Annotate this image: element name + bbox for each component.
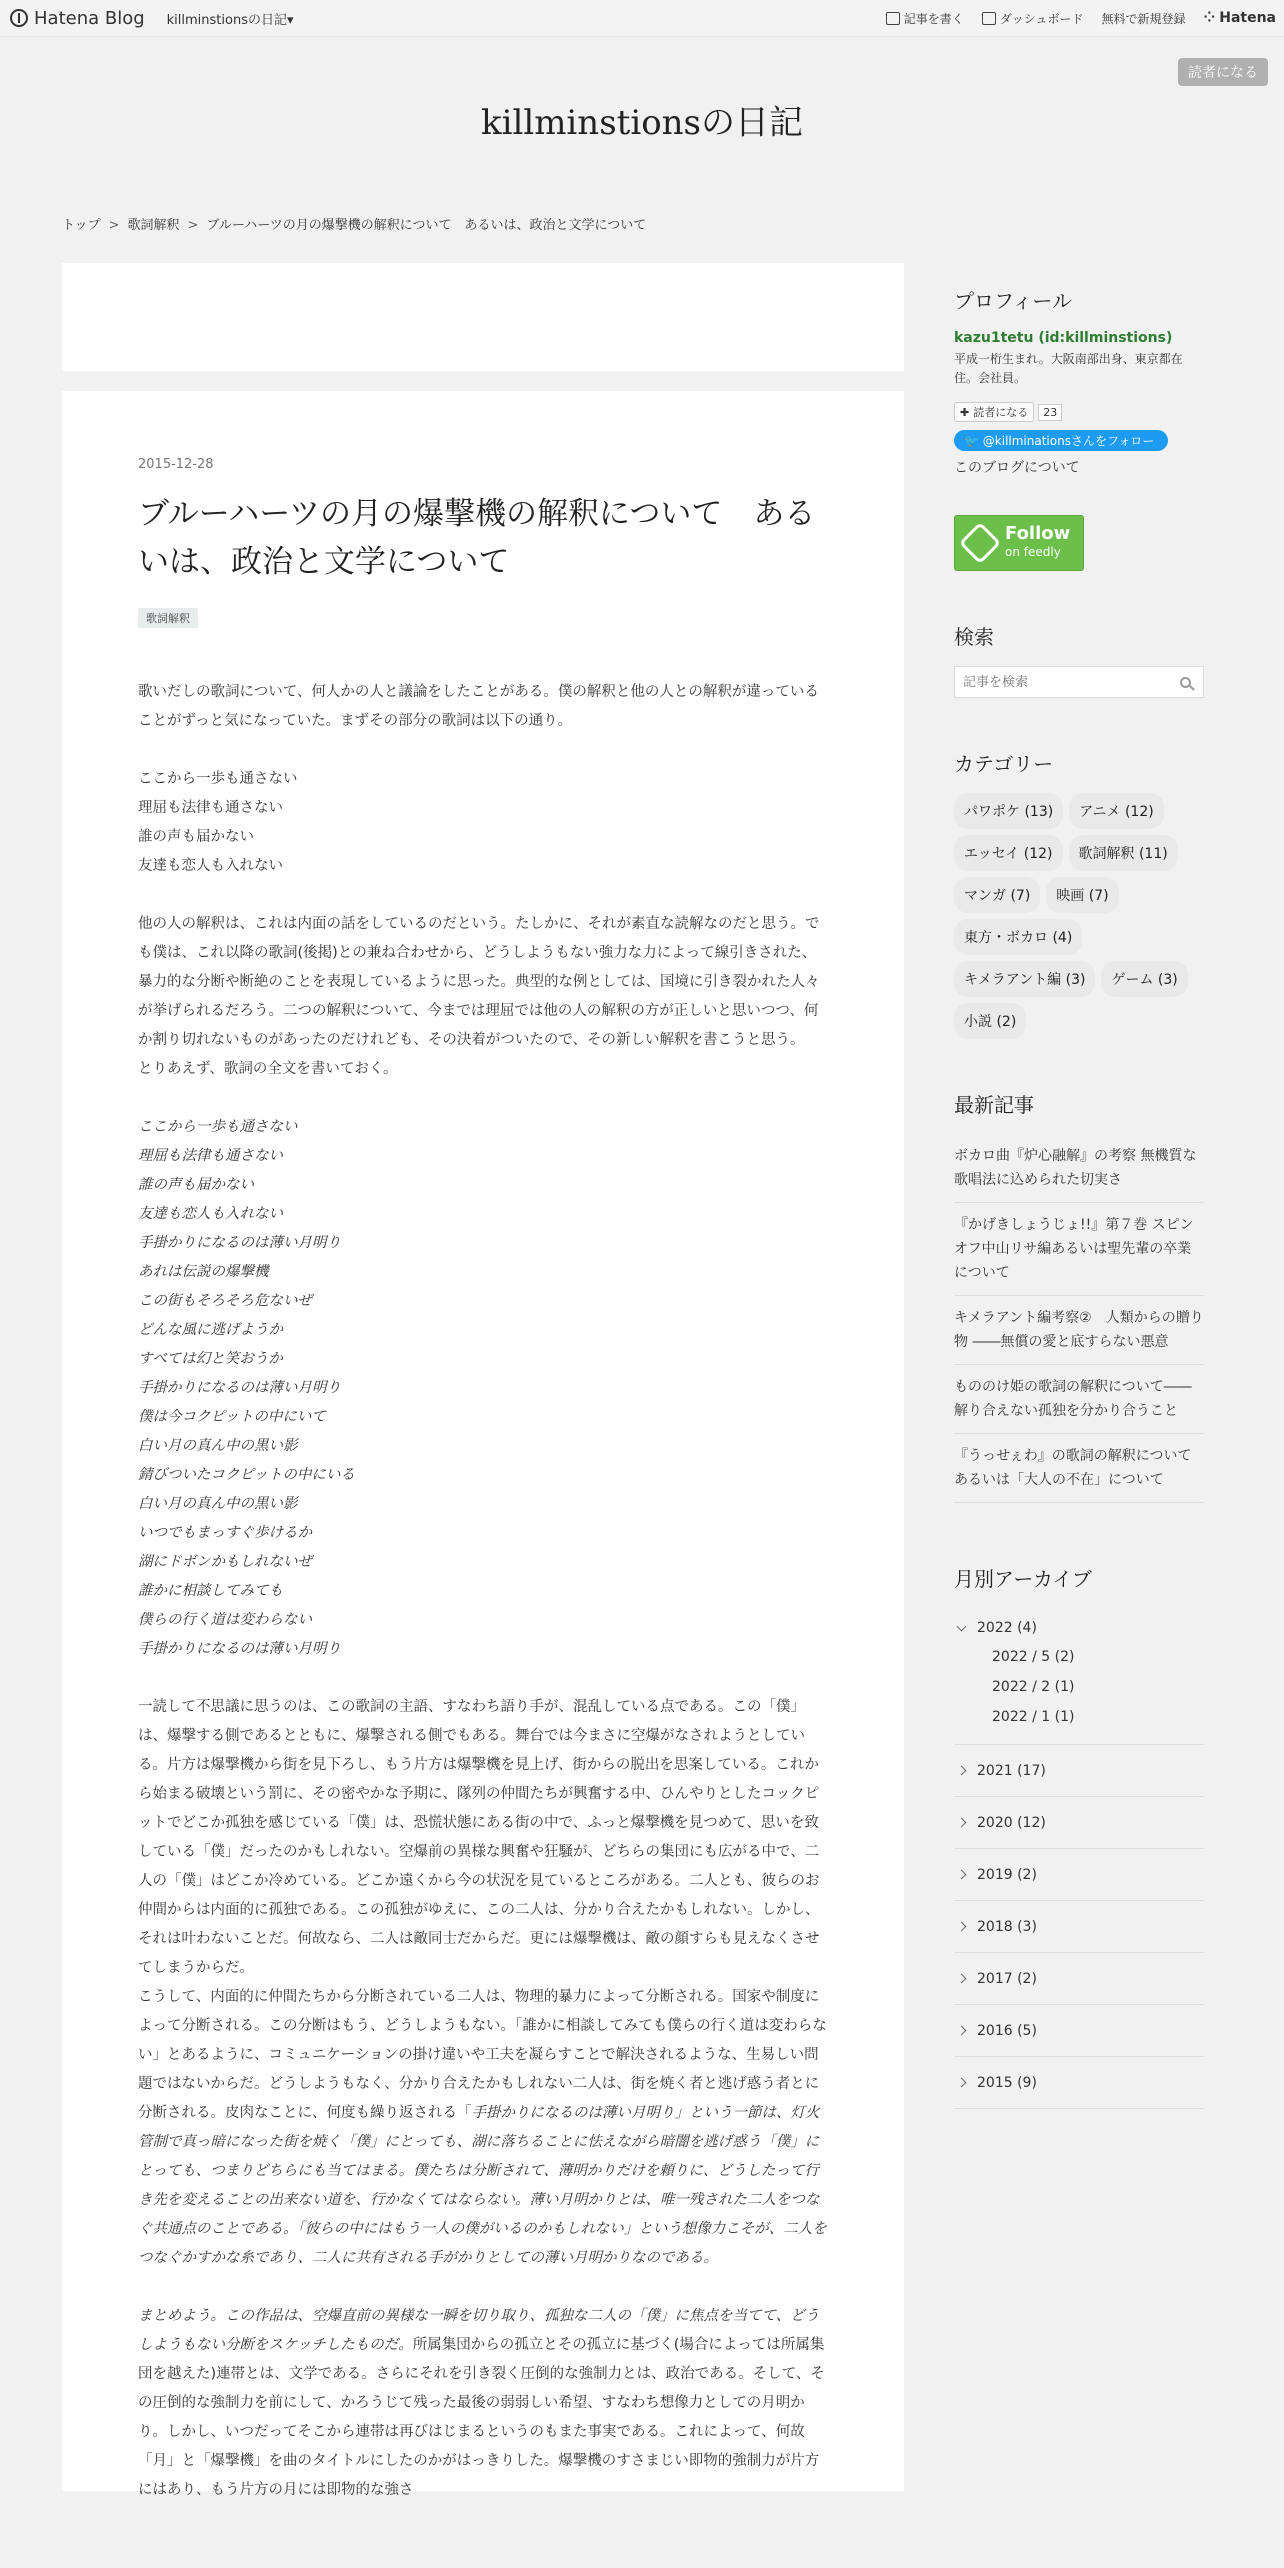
plus-icon: ✚ [960, 405, 970, 419]
category-list [954, 793, 1204, 1039]
archive-year-link[interactable]: 2020 (12) [954, 1797, 1204, 1849]
recent-post-link[interactable]: ボカロ曲『炉心融解』の考察 無機質な歌唱法に込められた切実さ [954, 1134, 1204, 1203]
lyric-line: 友達も恋人も入れない [138, 1206, 283, 1222]
lyric-line: 錆びついたコクピットの中にいる [138, 1467, 355, 1483]
hatena-blog-logo[interactable]: Hatena Blog [10, 8, 145, 29]
breadcrumb-category[interactable]: 歌詞解釈 [127, 218, 180, 233]
article-title[interactable]: ブルーハーツの月の爆撃機の解釈について あるいは、政治と文学について [138, 496, 816, 580]
search-box [954, 666, 1204, 698]
lyric-line: 誰かに相談してみても [138, 1583, 283, 1599]
category-item[interactable]: パワポケ (13) [954, 793, 1063, 829]
feedly-icon [959, 522, 1001, 564]
chevron-right-icon [957, 1818, 967, 1828]
recent-heading: 最新記事 [954, 1093, 1034, 1117]
lyrics-full [138, 1113, 828, 1664]
lyric-line: すべては幻と笑おうか [138, 1351, 283, 1367]
breadcrumb: トップ > 歌詞解釈 > ブルーハーツの月の爆撃機の解釈について あるいは、政治と文学について [62, 218, 647, 233]
profile-subscribe-button[interactable]: ✚ 読者になる [954, 402, 1034, 422]
archive-year-link[interactable]: 2018 (3) [954, 1901, 1204, 1953]
paragraph: 一読して不思議に思うのは、この歌詞の主語、すなわち語り手が、混乱している点である。この「僕」は、爆撃する側であるとともに、爆撃される側でもある。舞台では今まさに空爆がなされようとしている。片方は爆撃機から街を見下ろし、もう片方は爆撃機を見上げ、街からの脱出を思案している。これから始まる破壊という罰に、その密やかな予期に、隊列の仲間たちが興奮する中、ひんやりとしたコックピットでどこか孤独を感じている「僕」は、恐慌状態にある街の中で、ふっと爆撃機を見つめて、思いを致している「僕」だったのかもしれない。空爆前の異様な興奮や狂騒が、どちらの集団にも広がる中で、二人の「僕」はどこか冷めている。どこか遠くから今の状況を見ているところがある。二人とも、彼らのお仲間からは内面的に孤独である。この孤独がゆえに、この二人は、分かり合えたかもしれない。しかし、それは叶わないことだ。何故なら、二人は敵同士だからだ。更には爆撃機は、敵の顔すらも見えなくさせてしまうからだ。 [138, 1699, 820, 1976]
archive-month-link[interactable]: 2022 / 1 (1) [992, 1709, 1075, 1725]
lyric-line: 理屈も法律も通さない [138, 1148, 283, 1164]
archive-month-link[interactable]: 2022 / 5 (2) [992, 1649, 1075, 1665]
chevron-right-icon [957, 1870, 967, 1880]
recent-post-link[interactable]: 『かげきしょうじょ!!』第７巻 スピンオフ中山リサ編あるいは聖先輩の卒業について [954, 1203, 1204, 1296]
article-category-tag[interactable]: 歌詞解釈 [138, 608, 198, 628]
archive-year-expanded [954, 1608, 1204, 1745]
hatena-logo-icon [10, 9, 28, 27]
lyric-line: 手掛かりになるのは薄い月明り [138, 1235, 341, 1251]
archive-month-link[interactable]: 2022 / 2 (1) [992, 1679, 1075, 1695]
hatena-menu[interactable]: ⁘ Hatena [1203, 10, 1276, 26]
profile-heading: プロフィール [954, 289, 1072, 313]
lyric-line: この街もそろそろ危ないぜ [138, 1293, 312, 1309]
breadcrumb-top[interactable]: トップ [62, 218, 101, 233]
lyrics-excerpt [138, 765, 828, 881]
profile-description: 平成一桁生まれ。大阪南部出身、東京都在住。会社員。 [954, 352, 1183, 385]
sidebar [954, 263, 1204, 2491]
chevron-right-icon [957, 2026, 967, 2036]
chevron-down-icon[interactable] [957, 1621, 967, 1631]
article-date[interactable]: 2015-12-28 [138, 457, 214, 472]
archive-year-link[interactable]: 2021 (17) [954, 1745, 1204, 1797]
feedly-follow-button[interactable]: Follow on feedly [954, 515, 1084, 571]
about-blog-link[interactable]: このブログについて [954, 460, 1080, 476]
paragraph: まとめよう。この作品は、空爆直前の異様な一瞬を切り取り、孤独な二人の「僕」に焦点を当てて、どうしようもない分断をスケッチしたものだ。所属集団からの孤立とその孤立に基づく(場合によっては所属集団を越えた)連帯とは、文学である。さらにそれを引き裂く圧倒的な強制力とは、政治である。そして、その圧倒的な強制力を前にして、かろうじて残った最後の弱弱しい希望、すなわち想像力としての月明かり。しかし、いつだってそこから連帯は再びはじまるというのもまた事実である。これによって、何故「月」と「爆撃機」を曲のタイトルにしたのかがはっきりした。爆撃機のすさまじい即物的強制力が片方にはあり、もう片方の月には即物的な強さ [138, 2308, 825, 2498]
search-input[interactable] [955, 675, 1180, 690]
lyric-line: 白い月の真ん中の黒い影 [138, 1438, 298, 1454]
category-item[interactable]: 映画 (7) [1046, 877, 1118, 913]
hatena-dots-icon: ⁘ [1203, 10, 1216, 26]
lyric-line: 白い月の真ん中の黒い影 [138, 1496, 298, 1512]
archive-heading: 月別アーカイブ [954, 1567, 1092, 1591]
profile-name[interactable]: kazu1tetu (id:killminstions) [954, 330, 1173, 346]
search-icon[interactable] [1180, 677, 1191, 688]
blog-selector[interactable]: killminstionsの日記▾ [166, 12, 294, 28]
twitter-follow-button[interactable]: 🐦 @killminationsさんをフォロー [954, 430, 1168, 451]
lyric-line: 手掛かりになるのは薄い月明り [138, 1641, 341, 1657]
archive-year-link[interactable]: 2016 (5) [954, 2005, 1204, 2057]
lyric-line: あれは伝説の爆撃機 [138, 1264, 269, 1280]
ad-area [62, 263, 904, 371]
paragraph: こうして、内面的に仲間たちから分断されている二人は、物理的暴力によって分断される。国家や制度によって分断される。この分断はもう、どうしようもない。「誰かに相談してみても僕らの行く道は変わらない」とあるように、コミュニケーションの掛け違いや工夫を凝らすことで解決されるような、生易しい問題ではないからだ。どうしようもなく、分かり合えたかもしれない二人は、街を焼く者と逃げ惑う者とに分断される。皮肉なことに、何度も繰り返される「手掛かりになるのは薄い月明り」という一節は、灯火管制で真っ暗になった街を焼く「僕」にとっても、湖に落ちることに怯えながら暗闇を逃げ惑う「僕」にとっても、つまりどちらにも当てはまる。僕たちは分断されて、薄明かりだけを頼りに、どうしたって行き先を変えることの出来ない道を、行かなくてはならない。薄い月明かりとは、唯一残された二人をつなぐ共通点のことである。「彼らの中にはもう一人の僕がいるのかもしれない」という想像力こそが、二人をつなぐかすかな糸であり、二人に共有される手がかりとしての薄い月明かりなのである。 [138, 1989, 827, 2266]
lyric-line: 手掛かりになるのは薄い月明り [138, 1380, 341, 1396]
recent-list [954, 1134, 1204, 1503]
twitter-bird-icon: 🐦 [964, 434, 979, 448]
archive-year-link[interactable]: 2017 (2) [954, 1953, 1204, 2005]
dashboard-icon [982, 12, 996, 25]
edit-icon [886, 12, 900, 25]
archive-year-2022[interactable]: 2022 (4) [954, 1614, 1204, 1642]
chevron-right-icon [957, 1922, 967, 1932]
lyric-line: 誰の声も届かない [138, 1177, 254, 1193]
breadcrumb-current: ブルーハーツの月の爆撃機の解釈について あるいは、政治と文学について [206, 218, 647, 233]
category-item[interactable]: キメラアント編 (3) [954, 961, 1095, 997]
chevron-right-icon [957, 2078, 967, 2088]
lyric-line: 理屈も法律も通さない [138, 800, 283, 816]
write-post-link[interactable]: 記事を書く [886, 10, 964, 27]
paragraph: 歌いだしの歌詞について、何人かの人と議論をしたことがある。僕の解釈と他の人との解釈が違っていることがずっと気になっていた。まずその部分の歌詞は以下の通り。 [138, 684, 819, 729]
lyric-line: いつでもまっすぐ歩けるか [138, 1525, 312, 1541]
recent-post-link[interactable]: キメラアント編考察② 人類からの贈り物 ――無償の愛と底すらない悪意 [954, 1296, 1204, 1365]
category-item[interactable]: エッセイ (12) [954, 835, 1063, 871]
archive-year-link[interactable]: 2015 (9) [954, 2057, 1204, 2109]
article-body [138, 678, 828, 2505]
lyric-line: 友達も恋人も入れない [138, 858, 283, 874]
archive-list [954, 1608, 1204, 2109]
recent-post-link[interactable]: 『うっせぇわ』の歌詞の解釈について あるいは「大人の不在」について [954, 1434, 1204, 1503]
lyric-line: どんな風に逃げようか [138, 1322, 283, 1338]
chevron-right-icon [957, 1766, 967, 1776]
chevron-right-icon [957, 1974, 967, 1984]
archive-year-link[interactable]: 2019 (2) [954, 1849, 1204, 1901]
category-heading: カテゴリー [954, 752, 1054, 776]
category-item[interactable]: 東方・ボカロ (4) [954, 919, 1082, 955]
lyric-line: ここから一歩も通さない [138, 1119, 298, 1135]
subscriber-count: 23 [1038, 404, 1062, 421]
category-item[interactable]: 小説 (2) [954, 1003, 1026, 1039]
category-item[interactable]: アニメ (12) [1069, 793, 1164, 829]
category-item[interactable]: ゲーム (3) [1101, 961, 1187, 997]
article [62, 391, 904, 2498]
lyric-line: 僕は今コクピットの中にいて [138, 1409, 326, 1425]
subscribe-button[interactable]: 読者になる [1178, 58, 1268, 86]
dashboard-link[interactable]: ダッシュボード [982, 10, 1084, 27]
category-item[interactable]: マンガ (7) [954, 877, 1040, 913]
paragraph: 他の人の解釈は、これは内面の話をしているのだという。たしかに、それが素直な読解なのだと思う。でも僕は、これ以降の歌詞(後掲)との兼ね合わせから、どうしようもない強力な力によって線引きされた、暴力的な分断や断絶のことを表現しているように思った。典型的な例としては、国境に引き裂かれた人々が挙げられるだろう。二つの解釈について、今までは理屈では他の人の解釈の方が正しいと思いつつ、何か割り切れないものがあったのだけれども、その決着がついたので、その新しい解釈を書こうと思う。 とりあえず、歌詞の全文を書いておく。 [138, 916, 820, 1077]
lyric-line: 湖にドボンかもしれないぜ [138, 1554, 312, 1570]
lyric-line: ここから一歩も通さない [138, 771, 298, 787]
lyric-line: 誰の声も届かない [138, 829, 254, 845]
search-heading: 検索 [954, 625, 994, 649]
blog-title[interactable]: killminstionsの日記 [480, 103, 804, 143]
lyric-line: 僕らの行く道は変わらない [138, 1612, 312, 1628]
recent-post-link[interactable]: もののけ姫の歌詞の解釈について――解り合えない孤独を分かり合うこと [954, 1365, 1204, 1434]
category-item[interactable]: 歌詞解釈 (11) [1069, 835, 1178, 871]
global-header [0, 0, 1284, 37]
signup-link[interactable]: 無料で新規登録 [1101, 11, 1186, 26]
